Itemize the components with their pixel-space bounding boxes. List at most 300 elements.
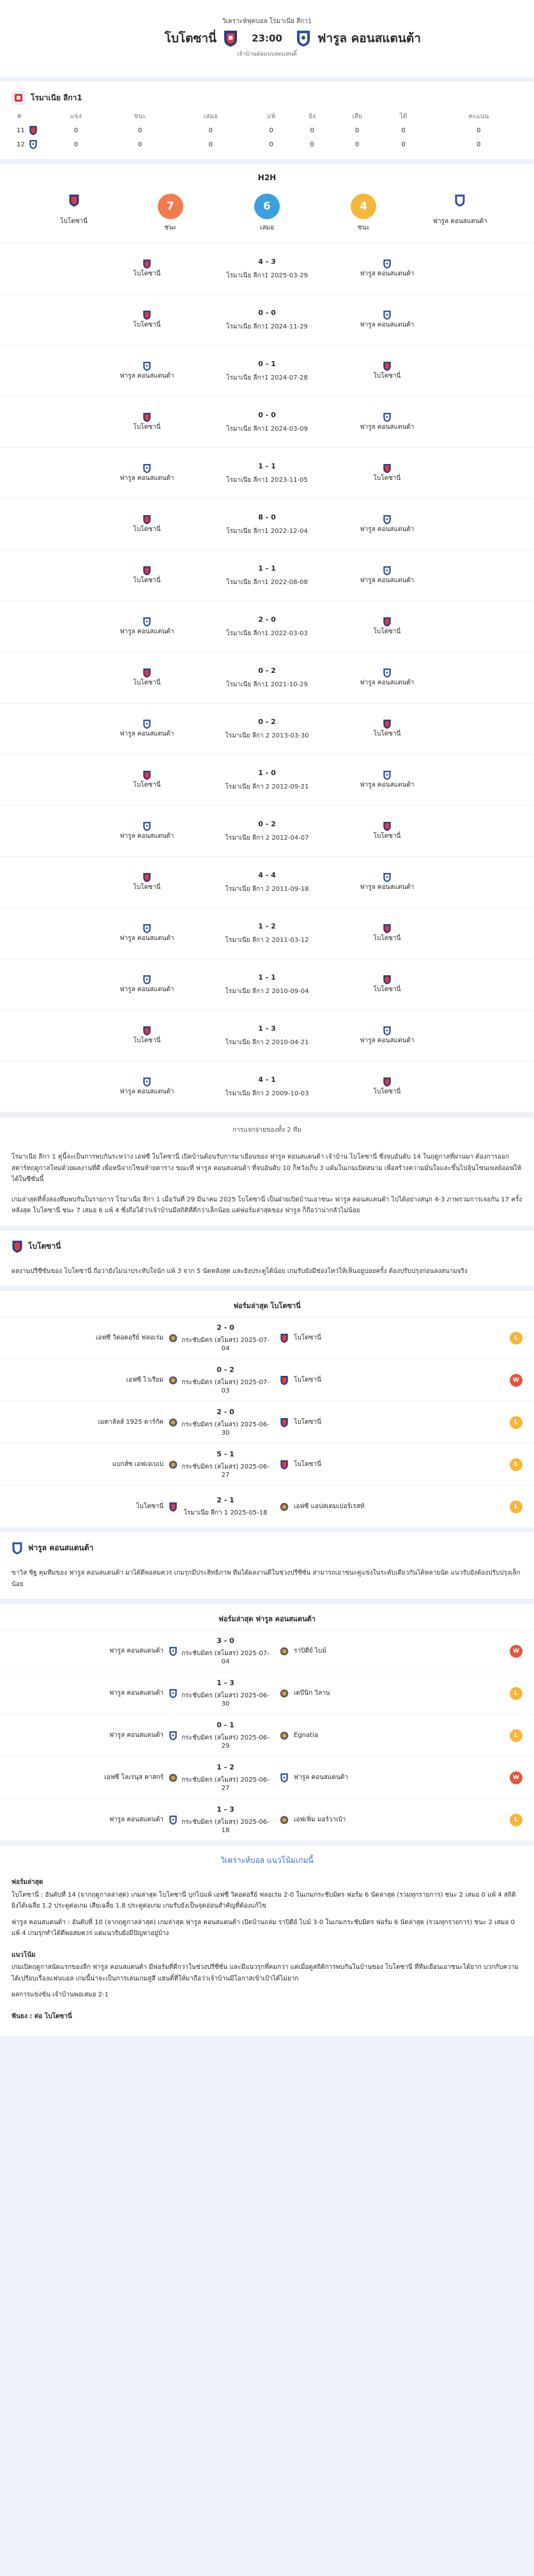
form-away-name: เดบีนิก วิลาน xyxy=(294,1690,330,1697)
form-match-row[interactable] xyxy=(0,1672,534,1714)
match-info: โรมาเนีย ลีกา 2 2013-03-30 xyxy=(225,732,309,739)
match-home-name: ฟารูล คอนสแตนต้า xyxy=(119,628,174,635)
match-away-name: โบโตซานี่ xyxy=(373,730,401,737)
match-home xyxy=(102,514,192,534)
form-away-name: เอฟเฟิ่ม มอร์วาเบ้า xyxy=(294,1816,346,1823)
form-match-row[interactable] xyxy=(0,1714,534,1756)
prediction-trend-label: แนวโน้ม xyxy=(11,1951,36,1959)
form-center xyxy=(178,1323,273,1352)
h2h-match-row[interactable] xyxy=(0,652,534,703)
form-away xyxy=(273,1460,414,1470)
standings-cell: 0 xyxy=(269,141,273,148)
losses-count: 4 xyxy=(351,194,376,219)
away-crest-icon xyxy=(383,668,392,678)
form-away xyxy=(273,1646,414,1656)
form-away-crest-icon xyxy=(280,1375,289,1385)
h2h-title: H2H xyxy=(257,173,277,182)
match-home xyxy=(102,463,192,483)
standings-league-name: โรมาเนีย ลีกา1 xyxy=(31,93,82,102)
match-away-name: ฟารูล คอนสแตนต้า xyxy=(360,577,415,584)
match-home-name: โบโตซานี่ xyxy=(133,526,161,533)
match-home xyxy=(102,617,192,636)
form-match-row[interactable] xyxy=(0,1485,534,1527)
form-home-name: แบกส์ซ เอฟเจเบเบ xyxy=(112,1461,164,1468)
far-team-header xyxy=(0,1532,534,1559)
form-center xyxy=(178,1637,273,1665)
form-center xyxy=(178,1366,273,1394)
draws-label: เสมอ xyxy=(259,224,275,231)
form-home-name: เอฟซี โลเรนุส คาสกร์ xyxy=(104,1774,164,1781)
home-crest-icon xyxy=(142,412,151,422)
match-away xyxy=(342,1077,432,1097)
col-won: ชนะ xyxy=(134,113,146,120)
form-home-name: เมตาลัลส์ 1925 ดาร์กัค xyxy=(98,1419,164,1426)
league-line: วิเคราะห์ฟุตบอล โรมาเนีย ลีกา1 xyxy=(222,18,312,25)
match-center xyxy=(226,411,308,434)
form-away-name: โบโตซานี่ xyxy=(294,1377,321,1384)
prediction-card xyxy=(0,1846,534,2036)
standings-cell: 0 xyxy=(477,141,481,148)
form-away-crest-icon xyxy=(280,1333,289,1343)
h2h-match-row[interactable] xyxy=(0,805,534,856)
away-crest-icon xyxy=(383,463,392,474)
match-home-name: โบโตซานี่ xyxy=(133,679,161,686)
standings-cell: 0 xyxy=(73,127,79,134)
h2h-match-row[interactable] xyxy=(0,703,534,754)
match-score: 0 - 0 xyxy=(258,308,276,317)
prediction-para-1: โบโตซานี่ : อันดับที่ 14 (จากฤดูกาลล่าสุด) เกมล่าสุด โบโตซานี่ บุกไปแพ้ เอฟซี วิตอตอรีย์ ฟลอเร่ม 2-0 ในเกมกระชับมิตร ฟอร์ม 6 นัดล่าสุด (รวมทุกรายการ) ชนะ 2 เสมอ 0 แพ้ 4 สถิติยิงได้เฉลี่ย 1.2 ประตูต่อเกม เสียเฉลี่ย 1.8 ประตูต่อเกม เกมรับยังเป็นจุดอ่อนสำคัญที่ต้องแก้ไข xyxy=(11,1891,516,1909)
match-info: โรมาเนีย ลีกา1 2022-03-03 xyxy=(226,629,308,637)
match-away-name: โบโตซานี่ xyxy=(373,628,401,635)
match-center xyxy=(225,871,309,894)
match-away-name: ฟารูล คอนสแตนต้า xyxy=(360,270,415,277)
standings-cell: 0 xyxy=(355,127,360,134)
home-crest-icon xyxy=(142,617,151,627)
match-away xyxy=(342,975,432,994)
form-away xyxy=(273,1333,414,1343)
form-info: กระชับมิตร (สโมสร) 2025-06-27 xyxy=(181,1463,270,1479)
match-info: โรมาเนีย ลีกา1 2023-11-05 xyxy=(226,476,308,484)
form-home-name: ฟารูล คอนสแตนต้า xyxy=(109,1732,164,1739)
standings-card xyxy=(0,82,534,159)
bot-team-desc: ผลงานปรีซีซั่นของ โบโตซานี่ ถือว่ายังไม่น่าประทับใจนัก แพ้ 3 จาก 5 นัดหลังสุด และยิงประตูได้น้อย เกมรับยังมีช่องโหว่ให้เห็นอยู่บ่อยครั้ง ต้องปรับปรุงก่อนลงสนามจริง xyxy=(0,1257,534,1286)
form-info: กระชับมิตร (สโมสร) 2025-06-18 xyxy=(181,1819,270,1834)
match-info: โรมาเนีย ลีกา 2 2011-03-12 xyxy=(225,936,309,944)
wins-count: 7 xyxy=(158,194,183,219)
h2h-card xyxy=(0,164,534,243)
away-crest-icon xyxy=(383,514,392,525)
h2h-wins xyxy=(129,194,212,233)
form-info: กระชับมิตร (สโมสร) 2025-07-04 xyxy=(181,1337,270,1352)
match-home-name: โบโตซานี่ xyxy=(133,270,161,277)
form-home-name: โบโตซานี่ xyxy=(136,1503,164,1510)
prediction-title: วิเคราะห์บอล แนวโน้มเกมนี้ xyxy=(0,1846,534,1872)
match-home-name: โบโตซานี่ xyxy=(133,577,161,584)
form-away-crest-icon xyxy=(280,1646,289,1656)
form-away xyxy=(273,1375,414,1385)
match-score: 1 - 1 xyxy=(258,461,276,470)
match-away-name: โบโตซานี่ xyxy=(373,373,401,380)
form-away-crest-icon xyxy=(280,1460,289,1470)
match-away-name: ฟารูล คอนสแตนต้า xyxy=(360,526,415,533)
match-center xyxy=(225,769,309,792)
standings-row xyxy=(0,137,534,151)
away-team-name[interactable]: ฟารูล คอนสแตนต้า xyxy=(317,31,421,45)
h2h-match-row[interactable] xyxy=(0,601,534,652)
prediction-form-label: ฟอร์มล่าสุด xyxy=(11,1879,43,1886)
match-info: โรมาเนีย ลีกา 2 2010-09-04 xyxy=(225,987,309,995)
match-home-name: โบโตซานี่ xyxy=(133,424,161,431)
form-away-name: ฟารูล คอนสแตนต้า xyxy=(294,1774,348,1781)
match-center xyxy=(225,820,309,843)
match-away-name: โบโตซานี่ xyxy=(373,1088,401,1095)
match-home xyxy=(102,872,192,892)
form-away-name: เอฟซี แอปสเตมเปอร์เรสท์ xyxy=(294,1503,365,1510)
match-home xyxy=(102,975,192,994)
form-home-crest-icon xyxy=(169,1815,178,1825)
match-away xyxy=(342,821,432,841)
form-away-name: โบโตซานี่ xyxy=(294,1334,321,1341)
form-away xyxy=(273,1815,414,1825)
form-home-crest-icon xyxy=(169,1460,178,1470)
match-away-name: ฟารูล คอนสแตนต้า xyxy=(360,782,415,789)
match-home-name: โบโตซานี่ xyxy=(133,1037,161,1044)
match-center xyxy=(225,922,309,945)
h2h-match-row[interactable] xyxy=(0,345,534,396)
match-away-name: โบโตซานี่ xyxy=(373,475,401,482)
form-away xyxy=(273,1688,414,1699)
result-badge: W xyxy=(510,1374,523,1387)
match-away xyxy=(342,412,432,432)
h2h-away xyxy=(418,194,501,226)
h2h-losses xyxy=(322,194,405,233)
match-score: 4 - 4 xyxy=(258,870,276,879)
h2h-match-row[interactable] xyxy=(0,959,534,1010)
history-paragraph-2: เกมล่าสุดที่ทั้งสองทีมพบกันในรายการ โรมาเนีย ลีกา 1 เมื่อวันที่ 29 มีนาคม 2025 โบโตซานี่ เป็นฝ่ายเปิดบ้านเอาชนะ ฟารูล คอนสแตนต้า ไปได้อย่างสนุก 4-3 ภาพรวมการเจอกัน 17 ครั้งหลังสุด โบโตซานี่ ชนะ 7 เสมอ 6 แพ้ 4 ซึ่งถือได้ว่าเจ้าบ้านมีสถิติที่ดีกว่าเล็กน้อย แต่ฟอร์มล่าสุดของ ฟารูล ก็ถือว่าน่ากลัวไม่น้อย xyxy=(0,1194,534,1226)
match-center xyxy=(226,258,308,281)
h2h-match-row[interactable] xyxy=(0,1061,534,1112)
match-home-name: ฟารูล คอนสแตนต้า xyxy=(119,730,174,737)
standings-rank: 11 xyxy=(0,123,45,137)
match-home xyxy=(102,1026,192,1045)
match-score: 0 - 2 xyxy=(258,717,276,726)
form-match-row[interactable] xyxy=(0,1316,534,1359)
match-score: 8 - 0 xyxy=(258,513,276,521)
form-home-crest-icon xyxy=(169,1502,178,1512)
form-away-name: โบโตซานี่ xyxy=(294,1419,321,1426)
match-info: โรมาเนีย ลีกา 2 2012-04-07 xyxy=(225,834,309,842)
bot-team-header xyxy=(0,1231,534,1257)
home-crest-icon xyxy=(142,1077,151,1087)
form-home xyxy=(11,1375,178,1385)
home-crest-icon xyxy=(142,514,151,525)
match-score: 1 - 3 xyxy=(258,1024,276,1033)
home-crest-icon xyxy=(142,821,151,831)
col-points: คะแนน xyxy=(468,113,489,120)
col-played: แข่ง xyxy=(70,113,82,120)
form-match-row[interactable] xyxy=(0,1630,534,1672)
match-away-name: ฟารูล คอนสแตนต้า xyxy=(360,424,415,431)
h2h-home-name: โบโตซานี่ xyxy=(60,218,88,225)
home-crest-icon xyxy=(142,668,151,678)
h2h-away-name: ฟารูล คอนสแตนต้า xyxy=(432,218,487,225)
home-crest-icon xyxy=(142,310,151,320)
form-home xyxy=(11,1688,178,1699)
form-away xyxy=(273,1417,414,1428)
match-home xyxy=(102,770,192,790)
bot-form-title: ฟอร์มล่าสุด โบโตซานี่ xyxy=(233,1302,301,1310)
match-center xyxy=(226,564,308,587)
form-info: กระชับมิตร (สโมสร) 2025-06-30 xyxy=(181,1692,270,1708)
form-home-name: เอฟซี ไวเรียม xyxy=(126,1377,164,1384)
form-center xyxy=(178,1763,273,1792)
match-info: โรมาเนีย ลีกา 2 2011-09-18 xyxy=(225,885,309,893)
match-home-name: โบโตซานี่ xyxy=(133,321,161,328)
result-badge: L xyxy=(510,1458,523,1471)
home-crest-icon xyxy=(142,923,151,934)
form-home xyxy=(11,1417,178,1428)
losses-label: ชนะ xyxy=(357,224,370,231)
h2h-match-row[interactable] xyxy=(0,243,534,294)
prediction-para-2: ฟารูล คอนสแตนต้า : อันดับที่ 10 (จากฤดูกาลล่าสุด) เกมล่าสุด ฟารูล คอนสแตนต้า เปิดบ้านถล่ม ราปิดีย์ ไบม์ 3-0 ในเกมกระชับมิตร ฟอร์ม 6 นัดล่าสุด (รวมทุกรายการ) ชนะ 2 เสมอ 0 แพ้ 4 เกมรุกทำได้ดีพอสมควร แต่แนวรับยังมีปัญหาอยู่บ้าง xyxy=(11,1918,515,1937)
col-gd: ได้ xyxy=(399,113,408,120)
match-score: 1 - 0 xyxy=(258,768,276,777)
form-match-row[interactable] xyxy=(0,1359,534,1401)
result-badge: L xyxy=(510,1500,523,1513)
form-away-crest-icon xyxy=(280,1773,289,1783)
h2h-summary xyxy=(0,182,534,243)
far-crest-icon xyxy=(11,1541,23,1555)
h2h-match-row[interactable] xyxy=(0,1010,534,1061)
form-home xyxy=(11,1731,178,1741)
match-score: 4 - 1 xyxy=(258,1075,276,1084)
h2h-match-row[interactable] xyxy=(0,498,534,550)
form-home-crest-icon xyxy=(169,1646,178,1656)
form-away xyxy=(273,1773,414,1783)
wins-label: ชนะ xyxy=(164,224,177,231)
match-home-name: ฟารูล คอนสแตนต้า xyxy=(119,986,174,993)
away-crest-icon xyxy=(383,923,392,934)
match-away xyxy=(342,770,432,790)
match-home xyxy=(102,566,192,585)
standings-cell: 0 xyxy=(355,141,360,148)
match-away xyxy=(342,872,432,892)
form-center xyxy=(178,1805,273,1834)
result-badge: L xyxy=(510,1416,523,1429)
form-away-crest-icon xyxy=(280,1731,289,1741)
form-score: 0 - 2 xyxy=(217,1366,234,1374)
form-match-row[interactable] xyxy=(0,1756,534,1798)
match-home-name: โบโตซานี่ xyxy=(133,782,161,789)
far-form-list xyxy=(0,1630,534,1840)
away-crest-icon xyxy=(383,975,392,985)
match-info: โรมาเนีย ลีกา1 2025-03-29 xyxy=(226,272,308,279)
match-home xyxy=(102,1077,192,1097)
form-match-row[interactable] xyxy=(0,1798,534,1840)
match-away xyxy=(342,566,432,585)
form-home xyxy=(11,1773,178,1783)
match-home xyxy=(102,821,192,841)
form-away-crest-icon xyxy=(280,1815,289,1825)
match-away xyxy=(342,463,432,483)
h2h-match-list xyxy=(0,243,534,1112)
match-home-name: ฟารูล คอนสแตนต้า xyxy=(119,373,174,380)
form-home-crest-icon xyxy=(169,1773,178,1783)
result-badge: W xyxy=(510,1645,523,1658)
match-info: โรมาเนีย ลีกา1 2024-03-09 xyxy=(226,425,308,433)
league-logo-icon xyxy=(11,91,26,105)
bot-form-list xyxy=(0,1316,534,1527)
standings-cell: 0 xyxy=(208,141,213,148)
match-away xyxy=(342,617,432,636)
form-score: 1 - 3 xyxy=(217,1679,234,1687)
match-center xyxy=(225,973,309,996)
match-info: โรมาเนีย ลีกา1 2024-07-28 xyxy=(226,374,308,382)
form-center xyxy=(178,1408,273,1437)
prediction-score: ผลการแข่งขัน เจ้าบ้านพอเสมอ 2-1 xyxy=(11,1991,109,1998)
h2h-draws xyxy=(225,194,309,233)
away-crest-icon xyxy=(383,821,392,831)
match-home xyxy=(102,361,192,381)
match-score: 2 - 0 xyxy=(258,615,276,624)
match-info: โรมาเนีย ลีกา1 2021-10-29 xyxy=(226,681,308,688)
match-home-name: ฟารูล คอนสแตนต้า xyxy=(119,475,174,482)
form-score: 2 - 0 xyxy=(217,1323,234,1332)
form-away-crest-icon xyxy=(280,1688,289,1699)
away-crest-icon xyxy=(383,1026,392,1036)
form-score: 5 - 1 xyxy=(217,1450,234,1458)
far-form-card xyxy=(0,1604,534,1840)
form-home xyxy=(11,1502,178,1512)
standings-cell: 0 xyxy=(401,141,406,148)
match-away-name: ฟารูล คอนสแตนต้า xyxy=(360,1037,415,1044)
form-home-name: ฟารูล คอนสแตนต้า xyxy=(109,1690,164,1697)
match-score: 1 - 2 xyxy=(258,922,276,930)
match-info: โรมาเนีย ลีกา1 2024-11-29 xyxy=(226,323,308,330)
history-paragraph-1: โรมาเนีย ลีกา 1 คู่นี้จะเป็นการพบกันระหว่าง เอฟซี โบโตซานี่ เปิดบ้านต้อนรับการมาเยือนของ ฟารูล คอนสแตนต้า เจ้าบ้าน โบโตซานี่ ซึ่งจบอันดับ 14 ในฤดูกาลที่ผ่านมา ต้องการออกสตาร์ทฤดูกาลใหม่ด้วยผลงานที่ดี เพื่อหนีจากโซนท้ายตาราง ขณะที่ ฟารูล คอนสแตนต้า ที่จบอันดับ 10 ก็หวังเก็บ 3 แต้มในเกมเปิดสนาม เพื่อสร้างความมั่นใจและขึ้นไปลุ้นโซนเพลย์ออฟให้ได้ในซีซั่นนี้ xyxy=(0,1143,534,1194)
match-away xyxy=(342,1026,432,1045)
form-info: กระชับมิตร (สโมสร) 2025-07-04 xyxy=(181,1650,270,1665)
form-home xyxy=(11,1333,178,1343)
h2h-match-row[interactable] xyxy=(0,907,534,959)
form-center xyxy=(178,1721,273,1750)
match-center xyxy=(225,718,309,741)
form-match-row[interactable] xyxy=(0,1443,534,1485)
form-home xyxy=(11,1460,178,1470)
match-center xyxy=(225,1024,309,1047)
form-score: 0 - 1 xyxy=(217,1721,234,1729)
match-home-name: ฟารูล คอนสแตนต้า xyxy=(119,1088,174,1095)
standings-cell: 0 xyxy=(269,127,273,134)
match-away-name: โบโตซานี่ xyxy=(373,833,401,840)
match-home-name: ฟารูล คอนสแตนต้า xyxy=(119,935,174,942)
h2h-match-row[interactable] xyxy=(0,294,534,345)
match-away-name: ฟารูล คอนสแตนต้า xyxy=(360,321,415,328)
match-away-name: โบโตซานี่ xyxy=(373,986,401,993)
h2h-match-row[interactable] xyxy=(0,447,534,498)
match-score: 1 - 1 xyxy=(258,564,276,573)
away-crest-icon xyxy=(383,566,392,576)
home-team-name[interactable]: โบโตซานี่ xyxy=(164,31,217,45)
match-score: 4 - 3 xyxy=(258,257,276,266)
away-crest-icon xyxy=(383,361,392,371)
form-home-name: ฟารูล คอนสแตนต้า xyxy=(109,1816,164,1823)
h2h-home xyxy=(33,194,116,226)
match-score: 0 - 2 xyxy=(258,666,276,675)
home-crest-icon xyxy=(142,259,151,269)
h2h-match-row[interactable] xyxy=(0,396,534,447)
away-crest-icon xyxy=(383,310,392,320)
bot-crest-icon xyxy=(11,1240,23,1253)
home-crest-icon xyxy=(142,719,151,729)
standings-cell: 0 xyxy=(137,127,142,134)
h2h-match-row[interactable] xyxy=(0,856,534,907)
form-away-crest-icon xyxy=(280,1502,289,1512)
form-away xyxy=(273,1731,414,1741)
kickoff-time: 23:00 xyxy=(252,33,282,44)
match-score: 0 - 1 xyxy=(258,359,276,368)
form-home-crest-icon xyxy=(169,1375,178,1385)
form-home-name: ฟารูล คอนสแตนต้า xyxy=(109,1647,164,1654)
match-away-name: โบโตซานี่ xyxy=(373,935,401,942)
result-badge: L xyxy=(510,1729,523,1742)
away-team-crest-icon xyxy=(296,29,311,47)
h2h-match-row[interactable] xyxy=(0,550,534,601)
handicap-note: เจ้าบ้านต่อแบบลดแฮนดิ์ xyxy=(237,51,297,58)
far-team-desc: ขาวิส ชิฐ คุมทีมของ ฟารูล คอนสแตนต้า มาได้ดีพอสมควร เกมรุกมีประสิทธิภาพ ทีมได้ผลงานดีในช่วงปรีซีซั่น สามารถเอาชนะคู่แข่งในระดับเดียวกันได้หลายนัด แนวรับยังต้องปรับปรุงเล็กน้อย xyxy=(0,1559,534,1599)
match-center xyxy=(226,513,308,536)
bot-crest-icon xyxy=(29,125,38,135)
form-score: 2 - 0 xyxy=(217,1408,234,1416)
match-away xyxy=(342,668,432,688)
home-crest-icon xyxy=(142,361,151,371)
form-score: 3 - 0 xyxy=(217,1637,234,1645)
home-crest-icon xyxy=(68,194,80,207)
match-away-name: ฟารูล คอนสแตนต้า xyxy=(360,884,415,891)
form-away-name: Egnatia xyxy=(294,1732,318,1739)
match-away xyxy=(342,923,432,943)
far-form-title: ฟอร์มล่าสุด ฟารูล คอนสแตนต้า xyxy=(218,1615,316,1623)
match-info: โรมาเนีย ลีกา1 2022-12-04 xyxy=(226,527,308,535)
match-home xyxy=(102,668,192,688)
h2h-match-row[interactable] xyxy=(0,754,534,805)
standings-cell: 0 xyxy=(310,127,314,134)
away-crest-icon xyxy=(383,259,392,269)
form-match-row[interactable] xyxy=(0,1401,534,1443)
prediction-pick: ฟันธง : ต่อ โบโตซานี่ xyxy=(0,2006,534,2028)
form-home-name: เอฟซี วิตอตอรีย์ ฟลอเร่ม xyxy=(95,1334,164,1341)
standings-cell: 0 xyxy=(137,141,142,148)
form-center xyxy=(178,1496,273,1518)
away-crest-icon xyxy=(454,194,466,207)
match-info: โรมาเนีย ลีกา1 2022-08-08 xyxy=(226,578,308,586)
match-score: 0 - 2 xyxy=(258,819,276,828)
match-home xyxy=(102,719,192,739)
away-crest-icon xyxy=(383,770,392,780)
form-home-crest-icon xyxy=(169,1417,178,1428)
form-score: 2 - 1 xyxy=(217,1495,234,1504)
match-center xyxy=(226,309,308,332)
form-home-crest-icon xyxy=(169,1688,178,1699)
match-away xyxy=(342,514,432,534)
match-center xyxy=(226,615,308,638)
match-score: 1 - 1 xyxy=(258,973,276,982)
form-info: กระชับมิตร (สโมสร) 2025-07-03 xyxy=(181,1379,270,1394)
away-crest-icon xyxy=(383,872,392,883)
match-center xyxy=(226,360,308,383)
match-info: โรมาเนีย ลีกา 2 2009-10-03 xyxy=(225,1090,309,1097)
bot-form-card xyxy=(0,1291,534,1527)
